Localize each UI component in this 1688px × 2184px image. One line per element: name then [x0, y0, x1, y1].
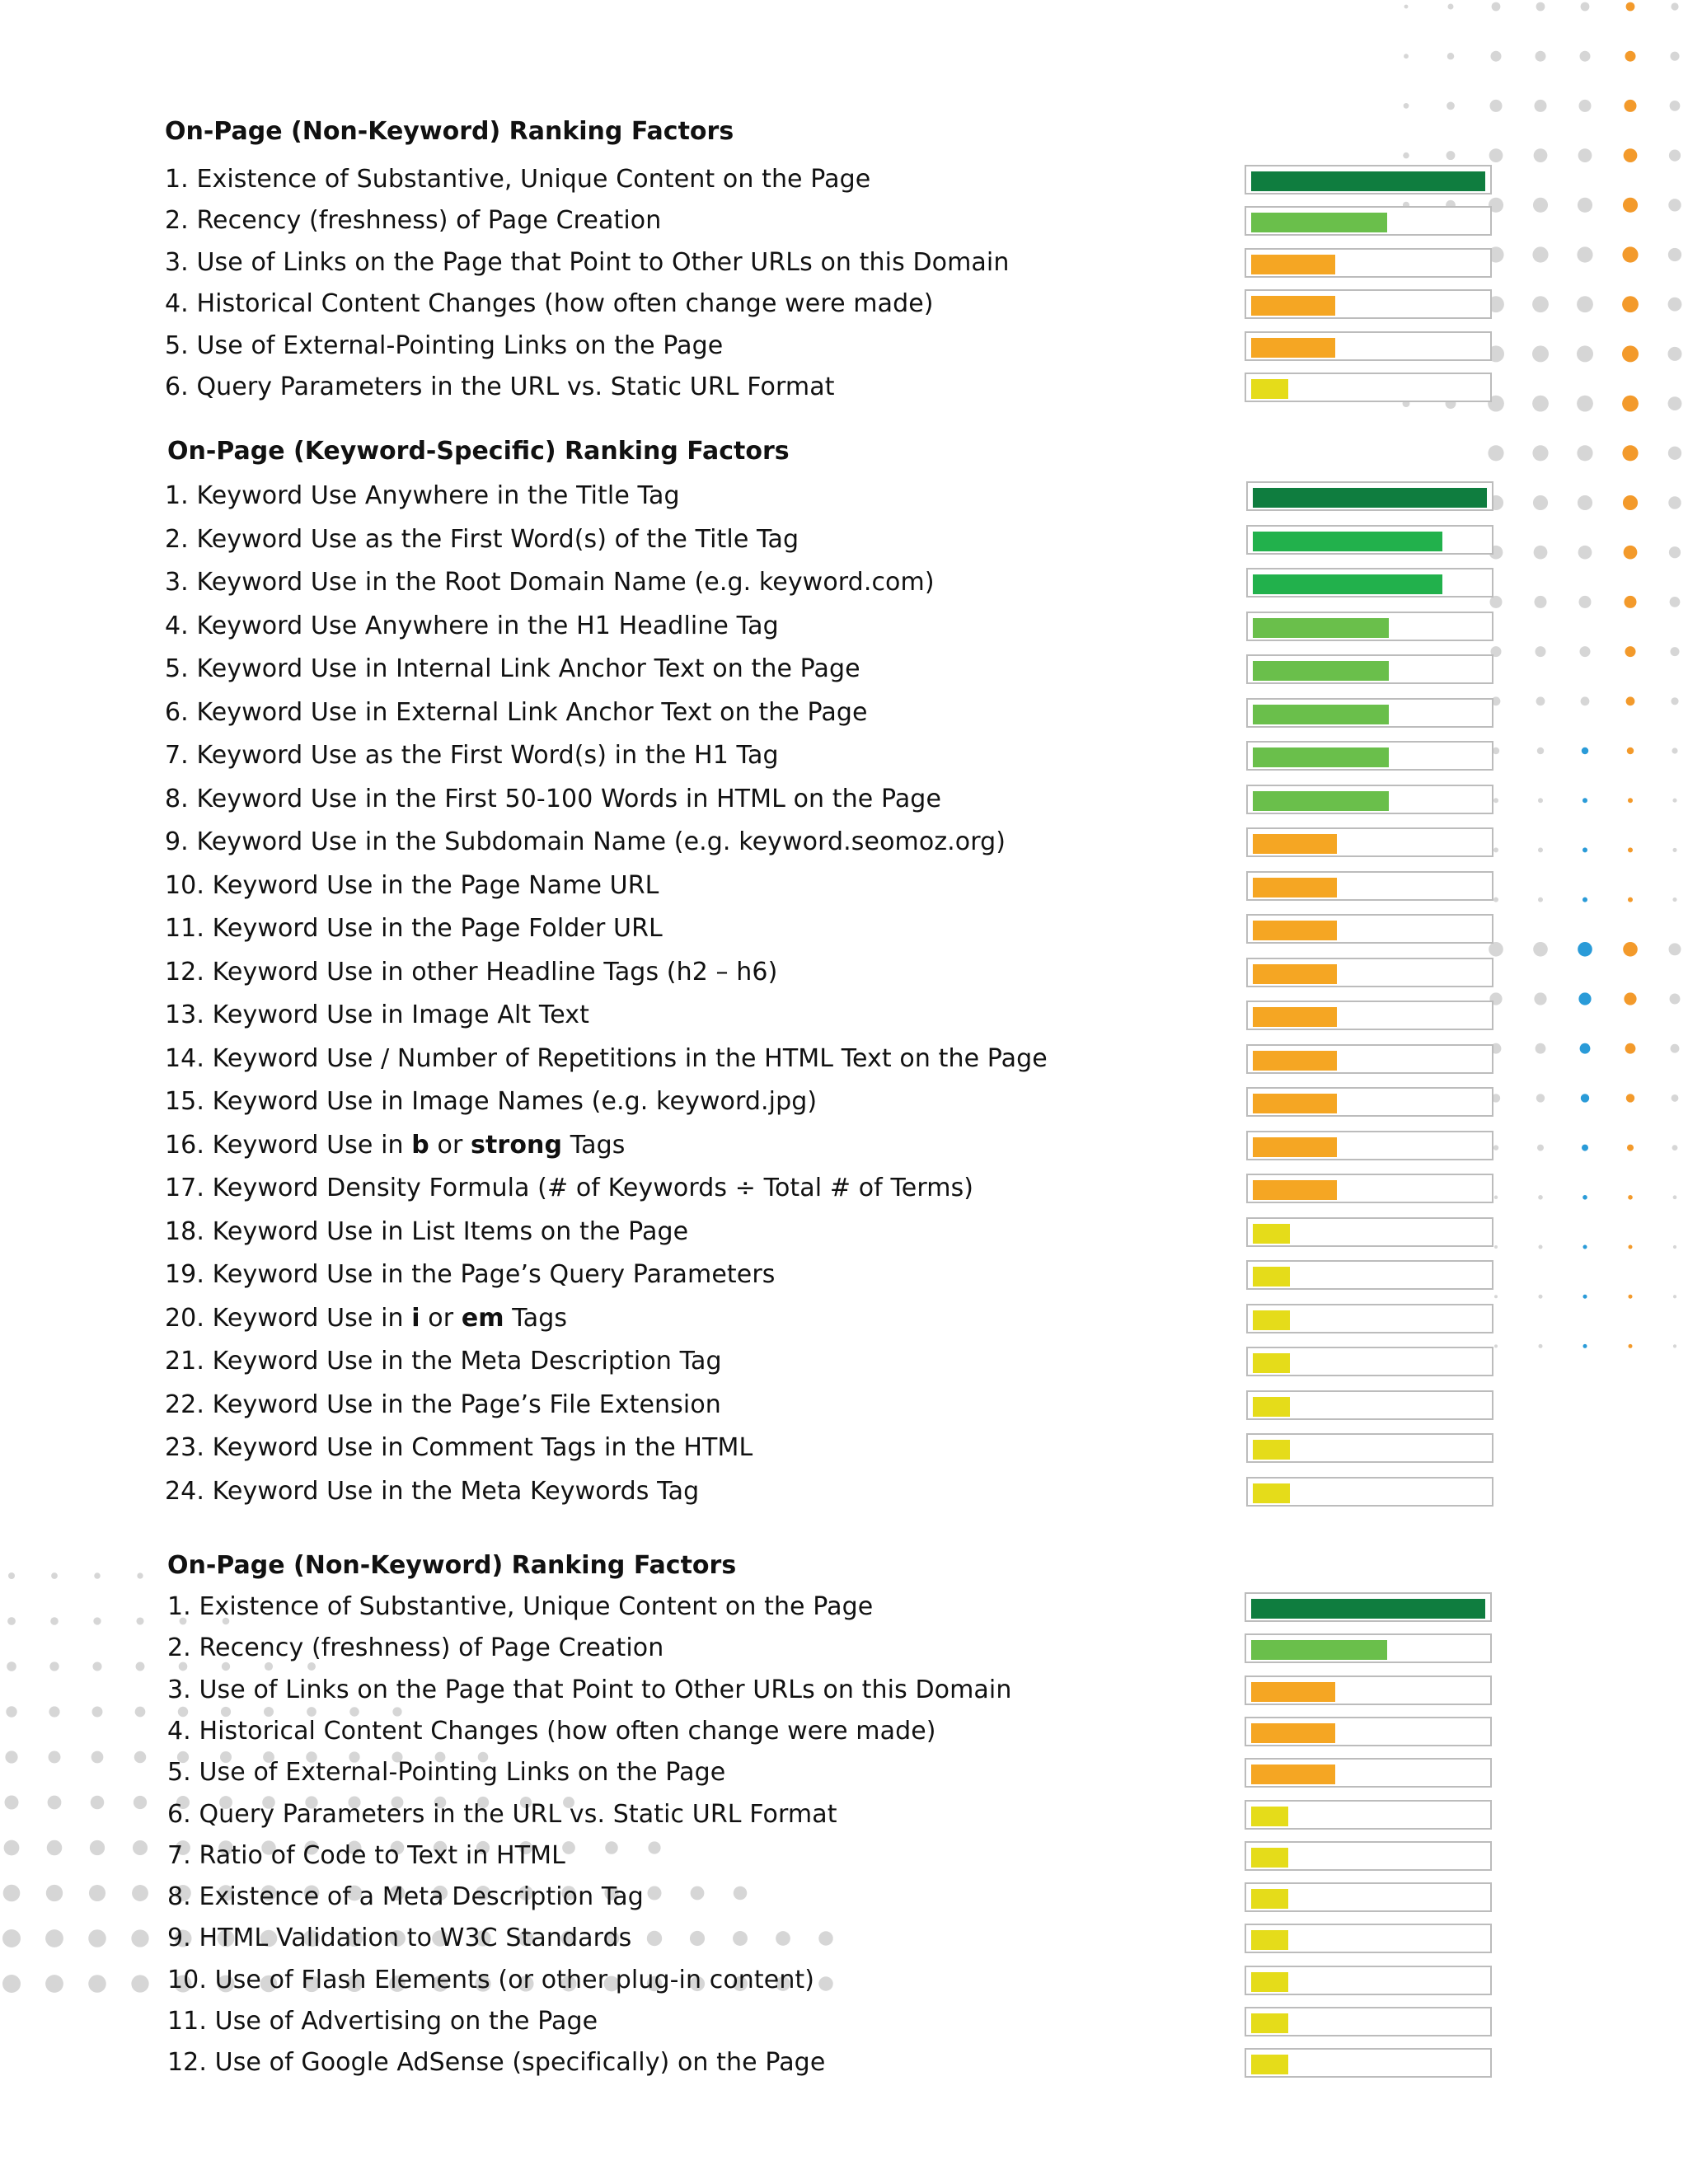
factor-label-bold-tag: em — [461, 1303, 504, 1333]
factor-row — [0, 912, 1688, 954]
factor-label — [165, 1389, 721, 1422]
importance-bar-fill — [1253, 878, 1337, 898]
importance-bar-fill — [1251, 296, 1335, 316]
factor-label-text: 22. Keyword Use in the Page’s File Extension — [165, 1390, 721, 1419]
importance-bar-fill — [1251, 171, 1485, 191]
factor-row — [0, 371, 1688, 412]
factor-row — [0, 330, 1688, 371]
factor-label — [165, 999, 589, 1032]
importance-bar-fill — [1251, 255, 1335, 274]
importance-bar — [1246, 698, 1493, 728]
importance-bar-fill — [1253, 834, 1337, 854]
importance-bar-fill — [1251, 1930, 1288, 1950]
factor-row — [0, 246, 1688, 288]
factor-label-text: 6. Query Parameters in the URL vs. Static URL Format — [165, 373, 835, 401]
decorative-dot — [137, 1572, 143, 1578]
importance-bar-fill — [1251, 1972, 1288, 1992]
decorative-dot — [94, 1572, 101, 1579]
importance-bar — [1246, 1044, 1493, 1074]
importance-bar — [1246, 1217, 1493, 1247]
factor-label — [165, 163, 870, 196]
importance-bar — [1245, 165, 1492, 194]
importance-bar — [1245, 248, 1492, 278]
importance-bar-fill — [1253, 705, 1389, 724]
factor-row — [0, 163, 1688, 204]
factor-row — [0, 1085, 1688, 1127]
factor-row — [0, 999, 1688, 1040]
factor-row — [0, 1964, 1688, 2005]
factor-label — [165, 1302, 567, 1335]
factor-label-bold-tag: i — [411, 1303, 420, 1333]
factor-row — [0, 2005, 1688, 2046]
importance-bar-fill — [1253, 1224, 1290, 1244]
factor-label-text: 8. Keyword Use in the First 50-100 Words in HTML on the Page — [165, 784, 942, 813]
importance-bar — [1246, 1001, 1493, 1030]
factor-row — [0, 1475, 1688, 1516]
factor-label-text: 10. Keyword Use in the Page Name URL — [165, 870, 659, 900]
importance-bar-fill — [1251, 2013, 1288, 2033]
importance-bar — [1245, 1675, 1492, 1705]
factor-label-text: 1. Existence of Substantive, Unique Content on the Page — [167, 1592, 874, 1621]
factor-row — [0, 696, 1688, 738]
importance-bar-fill — [1253, 488, 1487, 508]
importance-bar-fill — [1253, 1137, 1337, 1157]
factor-row — [0, 566, 1688, 607]
factor-label — [167, 1715, 936, 1748]
importance-bar-fill — [1253, 964, 1337, 984]
factor-label — [165, 696, 868, 729]
factor-label-text: 6. Query Parameters in the URL vs. Static URL Format — [167, 1799, 837, 1829]
importance-bar — [1246, 958, 1493, 987]
factor-row — [0, 1389, 1688, 1430]
factor-label-text: 16. Keyword Use in — [165, 1130, 412, 1160]
importance-bar-fill — [1251, 1682, 1335, 1702]
importance-bar-fill — [1251, 1640, 1387, 1660]
factor-label — [165, 1345, 722, 1378]
factor-label — [165, 246, 1009, 279]
importance-bar — [1246, 568, 1493, 598]
factor-label — [165, 869, 659, 902]
importance-bar — [1245, 1966, 1492, 1995]
importance-bar — [1246, 1260, 1493, 1290]
factor-label-bold-tag: strong — [471, 1130, 563, 1160]
factor-label — [167, 1881, 644, 1914]
factor-label — [167, 1922, 631, 1955]
factor-label — [167, 1674, 1011, 1707]
factor-label-text: 2. Keyword Use as the First Word(s) of the Title Tag — [165, 524, 799, 554]
importance-bar-fill — [1253, 1440, 1290, 1460]
factor-label-text: 21. Keyword Use in the Meta Description Tag — [165, 1347, 722, 1376]
factor-label — [165, 1043, 1048, 1076]
factor-label-text: 1. Existence of Substantive, Unique Content on the Page — [165, 165, 871, 194]
factor-label-text: 12. Use of Google AdSense (specifically) on the Page — [167, 2048, 826, 2078]
factor-label — [165, 1216, 688, 1249]
importance-bar — [1246, 525, 1493, 555]
factor-row — [0, 1129, 1688, 1170]
importance-bar — [1246, 741, 1493, 771]
factor-label — [165, 912, 663, 945]
importance-bar-fill — [1251, 1807, 1288, 1826]
factor-label-text: 20. Keyword Use in — [165, 1303, 412, 1333]
factor-row — [0, 204, 1688, 246]
factor-row — [0, 869, 1688, 911]
factor-label — [167, 1591, 873, 1624]
factor-label — [165, 1475, 699, 1508]
factor-row — [0, 1432, 1688, 1473]
factor-row — [0, 1632, 1688, 1673]
decorative-dot — [8, 1572, 15, 1579]
factor-row — [0, 1302, 1688, 1343]
importance-bar — [1245, 2007, 1492, 2036]
factor-row — [0, 2046, 1688, 2088]
importance-bar-fill — [1253, 1353, 1290, 1373]
factor-row — [0, 1881, 1688, 1922]
factor-row — [0, 1756, 1688, 1797]
factor-label-text: 9. Keyword Use in the Subdomain Name (e.g. keyword.seomoz.org) — [165, 827, 1006, 856]
factor-label-text: 11. Keyword Use in the Page Folder URL — [165, 914, 663, 943]
importance-bar — [1245, 1882, 1492, 1912]
importance-bar-fill — [1253, 1483, 1290, 1503]
importance-bar-fill — [1251, 1599, 1485, 1619]
importance-bar — [1245, 1841, 1492, 1871]
importance-bar — [1245, 2048, 1492, 2078]
factor-label — [167, 2005, 598, 2038]
factor-row — [0, 1840, 1688, 1881]
importance-bar — [1246, 1174, 1493, 1203]
importance-bar-fill — [1251, 338, 1335, 358]
importance-bar — [1245, 1633, 1492, 1663]
factor-label-text: 10. Use of Flash Elements (or other plug-in content) — [167, 1965, 815, 1994]
factor-label-text: 4. Keyword Use Anywhere in the H1 Headline Tag — [165, 611, 779, 640]
importance-bar — [1246, 827, 1493, 857]
importance-bar — [1245, 1592, 1492, 1622]
importance-bar-fill — [1253, 921, 1337, 940]
factor-label — [167, 1632, 663, 1665]
section-title: On-Page (Keyword-Specific) Ranking Factors — [167, 437, 790, 466]
importance-bar-fill — [1253, 618, 1389, 638]
factor-label — [165, 783, 941, 816]
importance-bar — [1246, 1347, 1493, 1376]
factor-label-text: 3. Use of Links on the Page that Point to Other URLs on this Domain — [165, 247, 1010, 277]
importance-bar-fill — [1253, 1310, 1290, 1330]
factor-label-text: 1. Keyword Use Anywhere in the Title Tag — [165, 481, 680, 510]
importance-bar-fill — [1253, 532, 1442, 551]
factor-label-text: 4. Historical Content Changes (how often change were made) — [165, 289, 934, 319]
importance-bar-fill — [1251, 1765, 1335, 1784]
importance-bar — [1246, 914, 1493, 944]
factor-row — [0, 1043, 1688, 1084]
factor-row — [0, 523, 1688, 565]
factor-row — [0, 1172, 1688, 1213]
factor-label-text: 11. Use of Advertising on the Page — [167, 2007, 598, 2036]
importance-bar — [1245, 1758, 1492, 1788]
factor-label-text: 2. Recency (freshness) of Page Creation — [165, 206, 662, 236]
importance-bar — [1245, 1924, 1492, 1953]
factor-row — [0, 1345, 1688, 1386]
factor-row — [0, 1216, 1688, 1257]
factor-label-text: 8. Existence of a Meta Description Tag — [167, 1882, 644, 1912]
importance-bar — [1246, 785, 1493, 814]
importance-bar — [1246, 612, 1493, 641]
importance-bar-fill — [1251, 1723, 1335, 1743]
factor-label-text: 3. Keyword Use in the Root Domain Name (e.g. keyword.com) — [165, 568, 935, 597]
factor-label — [165, 1258, 776, 1291]
factor-label-text: 7. Keyword Use as the First Word(s) in the H1 Tag — [165, 741, 779, 770]
importance-bar-fill — [1253, 661, 1389, 681]
factor-label-text: 15. Keyword Use in Image Names (e.g. keyword.jpg) — [165, 1087, 818, 1116]
factor-label — [165, 653, 860, 686]
factor-label — [165, 826, 1006, 859]
factor-label — [167, 2046, 825, 2079]
importance-bar-fill — [1253, 1397, 1290, 1417]
importance-bar-fill — [1251, 213, 1387, 232]
factor-row — [0, 653, 1688, 694]
factor-label-text: 19. Keyword Use in the Page’s Query Parameters — [165, 1260, 776, 1289]
factor-label — [165, 1085, 817, 1118]
factor-label — [165, 1129, 626, 1162]
importance-bar — [1245, 1800, 1492, 1830]
section-title: On-Page (Non-Keyword) Ranking Factors — [165, 117, 734, 146]
factor-label — [165, 566, 935, 599]
factor-row — [0, 480, 1688, 521]
factor-row — [0, 1922, 1688, 1963]
factor-label-text: Tags — [504, 1303, 568, 1333]
importance-bar-fill — [1253, 1094, 1337, 1113]
factor-label — [165, 204, 661, 237]
factor-label-text: 17. Keyword Density Formula (# of Keywords ÷ Total # of Terms) — [165, 1174, 974, 1202]
factor-label-text: 18. Keyword Use in List Items on the Page — [165, 1216, 689, 1246]
factor-label — [165, 610, 779, 643]
factor-label — [167, 1798, 837, 1831]
factor-label-text: 14. Keyword Use / Number of Repetitions in the HTML Text on the Page — [165, 1043, 1048, 1073]
importance-bar — [1245, 206, 1492, 236]
factor-row — [0, 1591, 1688, 1632]
factor-label — [165, 1432, 753, 1465]
importance-bar — [1246, 1477, 1493, 1507]
importance-bar-fill — [1253, 1007, 1337, 1027]
importance-bar — [1245, 373, 1492, 402]
factor-row — [0, 1258, 1688, 1300]
factor-label-text: 24. Keyword Use in the Meta Keywords Tag — [165, 1476, 700, 1506]
factor-row — [0, 783, 1688, 824]
factor-label-text: 13. Keyword Use in Image Alt Text — [165, 1001, 589, 1029]
factor-label — [165, 288, 934, 321]
factor-row — [0, 956, 1688, 997]
importance-bar — [1246, 871, 1493, 901]
factor-label-text: or — [420, 1303, 462, 1333]
factor-row — [0, 826, 1688, 867]
factor-label-text: 7. Ratio of Code to Text in HTML — [167, 1840, 565, 1870]
factor-label — [167, 1756, 725, 1789]
factor-label — [165, 739, 779, 772]
factor-label — [165, 523, 799, 556]
importance-bar-fill — [1253, 1267, 1290, 1286]
importance-bar-fill — [1253, 791, 1389, 811]
importance-bar — [1246, 1131, 1493, 1160]
importance-bar — [1246, 1433, 1493, 1463]
importance-bar — [1245, 289, 1492, 319]
factor-row — [0, 739, 1688, 780]
importance-bar — [1246, 1087, 1493, 1117]
importance-bar — [1246, 481, 1493, 511]
importance-bar — [1246, 654, 1493, 684]
decorative-dot — [51, 1572, 58, 1579]
importance-bar-fill — [1251, 379, 1288, 399]
importance-bar-fill — [1253, 1180, 1337, 1200]
importance-bar — [1245, 331, 1492, 361]
factor-row — [0, 1798, 1688, 1840]
factor-label-text: 5. Use of External-Pointing Links on the Page — [167, 1758, 726, 1788]
factor-row — [0, 1715, 1688, 1756]
factor-label-text: 9. HTML Validation to W3C Standards — [167, 1924, 632, 1953]
factor-label-text: 6. Keyword Use in External Link Anchor Text on the Page — [165, 697, 868, 727]
factor-row — [0, 610, 1688, 651]
factor-label — [165, 330, 723, 363]
factor-label-text: 12. Keyword Use in other Headline Tags (h2 – h6) — [165, 957, 778, 987]
importance-bar-fill — [1251, 1848, 1288, 1868]
factor-label-text: or — [429, 1130, 471, 1160]
importance-bar-fill — [1251, 2055, 1288, 2074]
factor-label — [165, 956, 777, 989]
factor-label — [167, 1840, 565, 1872]
importance-bar-fill — [1253, 748, 1389, 767]
importance-bar — [1246, 1304, 1493, 1333]
factor-label-text: 23. Keyword Use in Comment Tags in the HTML — [165, 1433, 753, 1462]
factor-row — [0, 288, 1688, 329]
factor-row — [0, 1674, 1688, 1715]
importance-bar-fill — [1253, 574, 1442, 594]
factor-label — [165, 1172, 973, 1205]
factor-label — [167, 1964, 814, 1997]
factor-label-text: 4. Historical Content Changes (how often change were made) — [167, 1716, 936, 1746]
importance-bar — [1246, 1390, 1493, 1420]
importance-bar-fill — [1253, 1051, 1337, 1071]
importance-bar — [1245, 1717, 1492, 1746]
factor-label — [165, 480, 680, 513]
factor-label — [165, 371, 835, 404]
factor-label-text: Tags — [562, 1130, 626, 1160]
factor-label-text: 5. Keyword Use in Internal Link Anchor Text on the Page — [165, 654, 860, 683]
importance-bar-fill — [1251, 1889, 1288, 1909]
factor-label-text: 2. Recency (freshness) of Page Creation — [167, 1633, 664, 1663]
factor-label-text: 5. Use of External-Pointing Links on the Page — [165, 330, 724, 360]
section-title: On-Page (Non-Keyword) Ranking Factors — [167, 1551, 737, 1580]
factor-label-text: 3. Use of Links on the Page that Point to Other URLs on this Domain — [167, 1675, 1012, 1704]
factor-label-bold-tag: b — [411, 1130, 429, 1160]
